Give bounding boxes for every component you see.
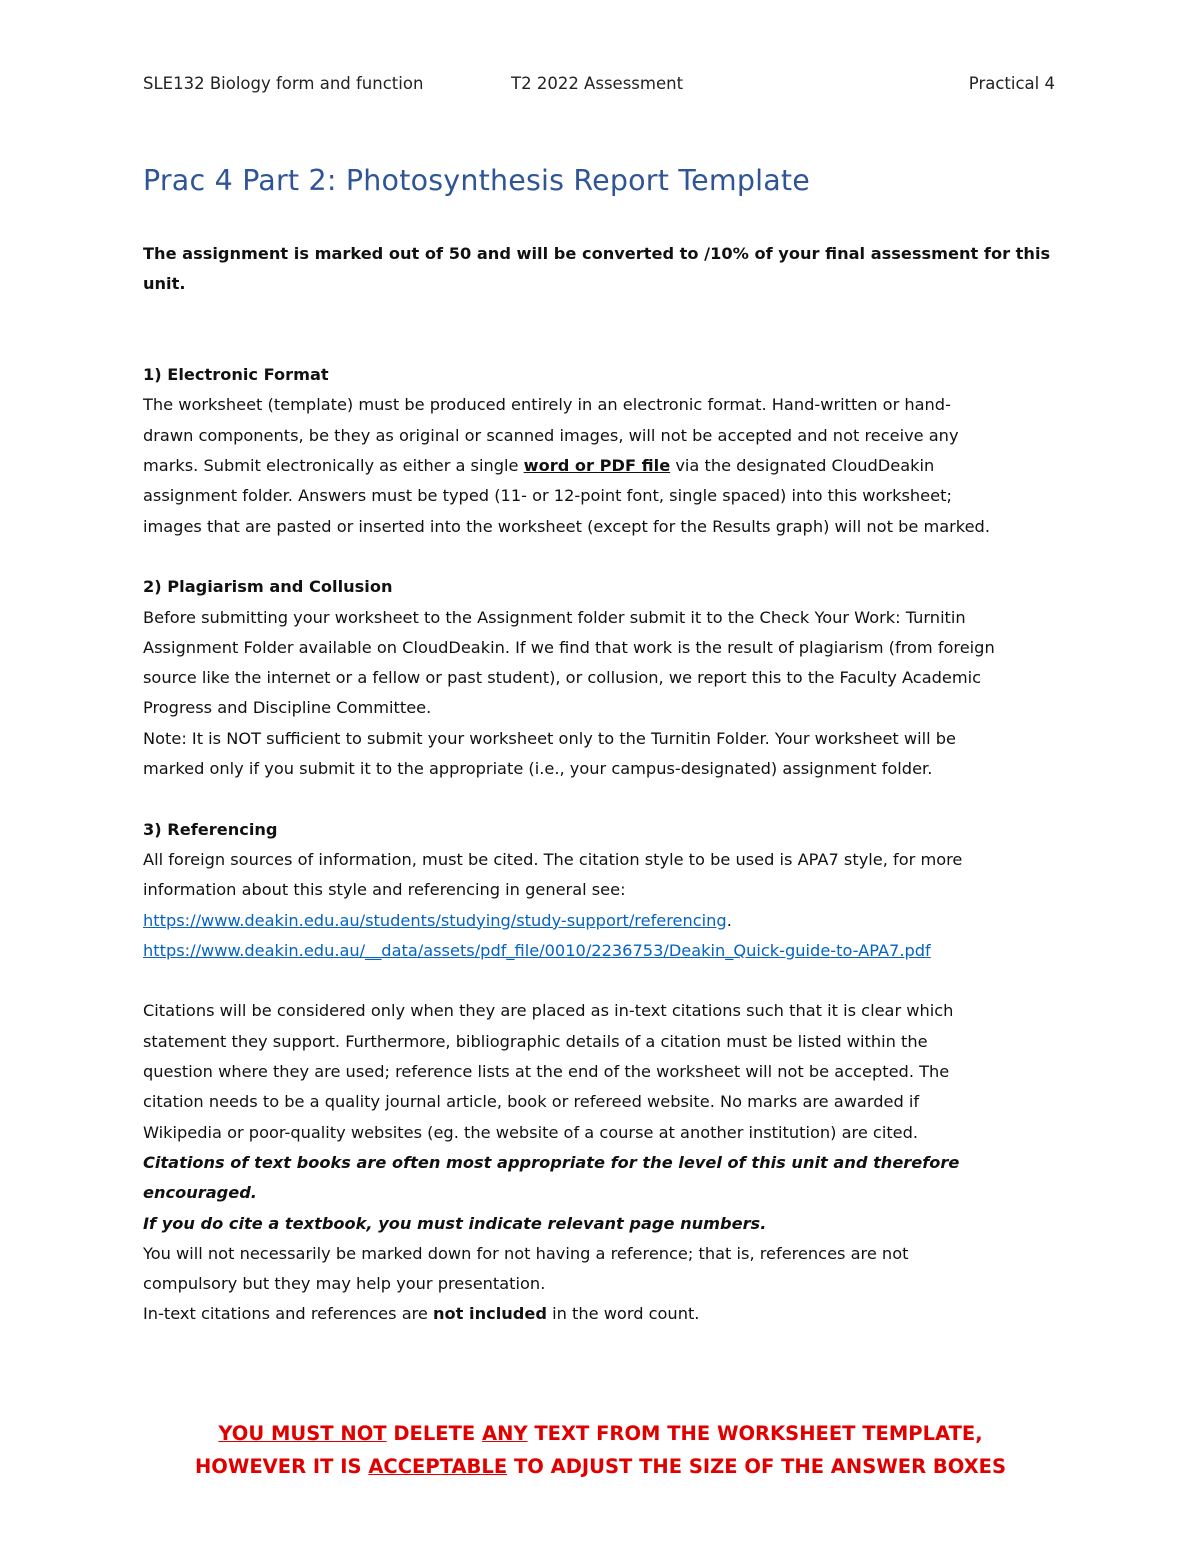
paragraph-line: source like the internet or a fellow or past student), or collusion, we report this to the Faculty Academic <box>143 668 982 688</box>
link-line <box>143 936 1058 966</box>
referencing-link[interactable]: https://www.deakin.edu.au/students/studying/study-support/referencing <box>143 910 727 930</box>
paragraph-line: drawn components, be they as original or scanned images, will not be accepted and not receive any <box>143 425 959 445</box>
emphasis-word-or-pdf: word or PDF file <box>523 456 671 476</box>
emphasis-line: If you do cite a textbook, you must indicate relevant page numbers. <box>143 1213 767 1233</box>
section-heading-plagiarism: 2) Plagiarism and Collusion <box>143 577 393 597</box>
header-practical: Practical 4 <box>968 74 1055 93</box>
header-course: SLE132 Biology form and function <box>143 74 424 93</box>
warning-line <box>143 1451 1058 1483</box>
text-run: In-text citations and references are <box>143 1304 434 1324</box>
intro-line: unit. <box>143 274 186 294</box>
warning-run: ANY <box>482 1422 528 1445</box>
page-header <box>143 74 1055 98</box>
document-body <box>143 239 1058 1330</box>
paragraph-line: statement they support. Furthermore, bibliographic details of a citation must be listed within the <box>143 1031 928 1051</box>
paragraph-line: Before submitting your worksheet to the Assignment folder submit it to the Check Your Work: Turnitin <box>143 607 966 627</box>
paragraph-line: The worksheet (template) must be produced entirely in an electronic format. Hand-written or hand- <box>143 395 951 415</box>
paragraph-line <box>143 451 1058 481</box>
paragraph-line: Citations will be considered only when they are placed as in-text citations such that it is clear which <box>143 1001 954 1021</box>
warning-run: TO ADJUST THE SIZE OF THE ANSWER BOXES <box>507 1455 1007 1478</box>
emphasis-not-included: not included <box>433 1304 547 1324</box>
text-run: in the word count. <box>546 1304 700 1324</box>
header-assessment: T2 2022 Assessment <box>511 74 684 93</box>
paragraph-line: Progress and Discipline Committee. <box>143 698 432 718</box>
paragraph-line: You will not necessarily be marked down for not having a reference; that is, references are not <box>143 1243 909 1263</box>
emphasis-line: Citations of text books are often most appropriate for the level of this unit and therefore encouraged. <box>143 1152 960 1203</box>
paragraph-line: images that are pasted or inserted into the worksheet (except for the Results graph) will not be marked. <box>143 516 990 536</box>
text-run: . <box>726 910 732 930</box>
warning-run: DELETE <box>386 1422 483 1445</box>
paragraph-line: Wikipedia or poor-quality websites (eg. the website of a course at another institution) are cited. <box>143 1122 919 1142</box>
paragraph-line: assignment folder. Answers must be typed (11- or 12-point font, single spaced) into this worksheet; <box>143 486 952 506</box>
paragraph-line: Note: It is NOT sufficient to submit your worksheet only to the Turnitin Folder. Your worksheet will be <box>143 728 957 748</box>
paragraph-line: compulsory but they may help your presentation. <box>143 1274 546 1294</box>
section-heading-electronic: 1) Electronic Format <box>143 365 329 385</box>
paragraph-line: question where they are used; reference lists at the end of the worksheet will not be accepted. The <box>143 1062 950 1082</box>
warning-line <box>143 1418 1058 1450</box>
warning-run: YOU MUST NOT <box>218 1422 387 1445</box>
page-title: Prac 4 Part 2: Photosynthesis Report Template <box>143 164 811 197</box>
paragraph-line: Assignment Folder available on CloudDeakin. If we find that work is the result of plagiarism (from foreign <box>143 637 995 657</box>
intro-line: The assignment is marked out of 50 and will be converted to /10% of your final assessment for this <box>143 244 1051 263</box>
section-heading-referencing: 3) Referencing <box>143 819 278 839</box>
paragraph-line: information about this style and referencing in general see: <box>143 880 626 900</box>
text-run: marks. Submit electronically as either a single <box>143 456 524 476</box>
apa7-guide-link[interactable]: https://www.deakin.edu.au/__data/assets/pdf_file/0010/2236753/Deakin_Quick-guide-to-APA7.pdf <box>143 940 931 960</box>
link-line <box>143 906 1058 936</box>
paragraph-line: All foreign sources of information, must be cited. The citation style to be used is APA7 style, for more <box>143 849 963 869</box>
warning-run: HOWEVER IT IS <box>194 1455 369 1478</box>
text-run: via the designated CloudDeakin <box>670 456 935 476</box>
warning-run: ACCEPTABLE <box>368 1455 508 1478</box>
paragraph-line <box>143 1299 1058 1329</box>
paragraph-line: marked only if you submit it to the appropriate (i.e., your campus-designated) assignment folder. <box>143 759 933 779</box>
warning-run: TEXT FROM THE WORKSHEET TEMPLATE, <box>527 1422 983 1445</box>
paragraph-line: citation needs to be a quality journal article, book or refereed website. No marks are awarded if <box>143 1092 920 1112</box>
